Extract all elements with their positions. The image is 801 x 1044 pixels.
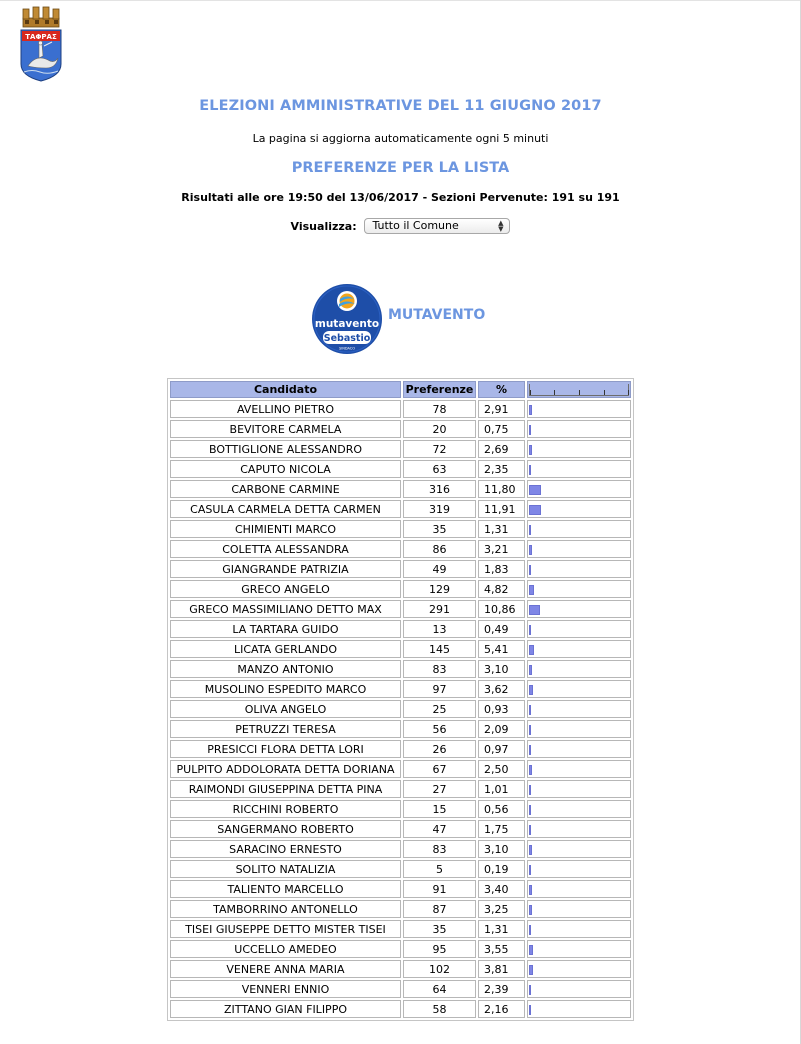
candidate-percent: 5,41: [478, 640, 525, 658]
candidate-percent: 1,01: [478, 780, 525, 798]
percent-bar: [529, 945, 533, 955]
candidate-votes: 35: [403, 520, 476, 538]
page-title: ELEZIONI AMMINISTRATIVE DEL 11 GIUGNO 2017: [199, 98, 602, 114]
candidate-percent: 3,40: [478, 880, 525, 898]
candidate-name: RICCHINI ROBERTO: [170, 800, 401, 818]
percent-bar: [529, 545, 532, 555]
table-row: [170, 720, 631, 738]
percent-bar: [529, 785, 531, 795]
candidate-bar-cell: [527, 1000, 631, 1018]
candidate-votes: 15: [403, 800, 476, 818]
table-row: [170, 460, 631, 478]
candidate-percent: 2,69: [478, 440, 525, 458]
candidate-percent: 2,91: [478, 400, 525, 418]
candidate-percent: 2,16: [478, 1000, 525, 1018]
list-logo: [311, 283, 383, 355]
preferences-table: [167, 378, 634, 1021]
list-logo-text-small: SINDACO: [338, 346, 356, 351]
table-row: [170, 440, 631, 458]
percent-bar: [529, 525, 531, 535]
candidate-bar-cell: [527, 880, 631, 898]
candidate-bar-cell: [527, 820, 631, 838]
candidate-bar-cell: [527, 600, 631, 618]
percent-bar: [529, 685, 533, 695]
candidate-votes: 129: [403, 580, 476, 598]
table-row: [170, 600, 631, 618]
results-status: Risultati alle ore 19:50 del 13/06/2017 - Sezioni Pervenute: 191 su 191: [181, 191, 620, 204]
candidate-bar-cell: [527, 980, 631, 998]
candidate-bar-cell: [527, 760, 631, 778]
candidate-votes: 72: [403, 440, 476, 458]
percent-bar: [529, 425, 531, 435]
candidate-percent: 0,49: [478, 620, 525, 638]
candidate-name: TALIENTO MARCELLO: [170, 880, 401, 898]
table-row: [170, 940, 631, 958]
percent-bar: [529, 625, 531, 635]
candidate-percent: 3,55: [478, 940, 525, 958]
table-row: [170, 780, 631, 798]
table-row: [170, 900, 631, 918]
candidate-name: SARACINO ERNESTO: [170, 840, 401, 858]
candidate-votes: 13: [403, 620, 476, 638]
percent-bar: [529, 885, 532, 895]
table-row: [170, 400, 631, 418]
candidate-bar-cell: [527, 420, 631, 438]
view-filter-row: [0, 218, 801, 234]
candidate-name: BOTTIGLIONE ALESSANDRO: [170, 440, 401, 458]
candidate-bar-cell: [527, 900, 631, 918]
percent-bar: [529, 445, 532, 455]
table-row: [170, 420, 631, 438]
percent-bar: [529, 845, 532, 855]
candidate-name: CARBONE CARMINE: [170, 480, 401, 498]
candidate-votes: 47: [403, 820, 476, 838]
candidate-votes: 25: [403, 700, 476, 718]
view-filter-selected: Tutto il Comune: [372, 219, 459, 232]
candidate-votes: 91: [403, 880, 476, 898]
list-name: MUTAVENTO: [388, 307, 486, 323]
candidate-votes: 27: [403, 780, 476, 798]
candidate-percent: 1,31: [478, 520, 525, 538]
table-row: [170, 700, 631, 718]
percent-bar: [529, 725, 531, 735]
percent-bar: [529, 585, 534, 595]
candidate-bar-cell: [527, 480, 631, 498]
table-row: [170, 1000, 631, 1018]
candidate-bar-cell: [527, 460, 631, 478]
table-row: [170, 840, 631, 858]
candidate-percent: 3,10: [478, 840, 525, 858]
list-logo-text-bottom: Sebastio: [323, 333, 371, 344]
table-row: [170, 820, 631, 838]
candidate-bar-cell: [527, 700, 631, 718]
column-header-candidate: Candidato: [170, 381, 401, 398]
candidate-percent: 3,81: [478, 960, 525, 978]
percent-bar: [529, 505, 541, 515]
candidate-votes: 35: [403, 920, 476, 938]
candidate-bar-cell: [527, 940, 631, 958]
candidate-percent: 3,25: [478, 900, 525, 918]
table-row: [170, 880, 631, 898]
percent-bar: [529, 565, 531, 575]
candidate-votes: 49: [403, 560, 476, 578]
candidate-bar-cell: [527, 680, 631, 698]
candidate-bar-cell: [527, 840, 631, 858]
candidate-votes: 78: [403, 400, 476, 418]
candidate-name: PRESICCI FLORA DETTA LORI: [170, 740, 401, 758]
select-arrows-icon: ▲ ▼: [498, 219, 504, 233]
table-row: [170, 660, 631, 678]
candidate-votes: 291: [403, 600, 476, 618]
candidate-votes: 319: [403, 500, 476, 518]
candidate-name: PETRUZZI TERESA: [170, 720, 401, 738]
candidate-votes: 20: [403, 420, 476, 438]
candidate-name: AVELLINO PIETRO: [170, 400, 401, 418]
percent-bar: [529, 465, 531, 475]
percent-bar: [529, 905, 532, 915]
percent-bar: [529, 865, 531, 875]
candidate-percent: 10,86: [478, 600, 525, 618]
table-row: [170, 920, 631, 938]
candidate-votes: 64: [403, 980, 476, 998]
table-row: [170, 580, 631, 598]
table-row: [170, 860, 631, 878]
table-row: [170, 960, 631, 978]
list-logo-text-top: mutavento: [314, 318, 380, 330]
candidate-bar-cell: [527, 400, 631, 418]
candidate-votes: 5: [403, 860, 476, 878]
candidate-name: GIANGRANDE PATRIZIA: [170, 560, 401, 578]
candidate-bar-cell: [527, 500, 631, 518]
percent-bar: [529, 405, 532, 415]
percent-bar: [529, 925, 531, 935]
top-border: [0, 0, 801, 1]
percent-bar: [529, 805, 531, 815]
candidate-percent: 2,50: [478, 760, 525, 778]
table-row: [170, 680, 631, 698]
percent-bar: [529, 825, 531, 835]
candidate-bar-cell: [527, 960, 631, 978]
candidate-percent: 11,91: [478, 500, 525, 518]
svg-text:ΤΑΦΡΑΣ: ΤΑΦΡΑΣ: [25, 33, 57, 41]
candidate-name: TISEI GIUSEPPE DETTO MISTER TISEI: [170, 920, 401, 938]
percent-bar: [529, 605, 540, 615]
view-filter-select[interactable]: [364, 218, 510, 234]
candidate-percent: 11,80: [478, 480, 525, 498]
percent-bar: [529, 1005, 531, 1015]
candidate-name: MANZO ANTONIO: [170, 660, 401, 678]
candidate-name: RAIMONDI GIUSEPPINA DETTA PINA: [170, 780, 401, 798]
candidate-name: TAMBORRINO ANTONELLO: [170, 900, 401, 918]
candidate-votes: 83: [403, 840, 476, 858]
candidate-bar-cell: [527, 580, 631, 598]
table-row: [170, 640, 631, 658]
percent-bar: [529, 745, 531, 755]
candidate-bar-cell: [527, 560, 631, 578]
candidate-bar-cell: [527, 440, 631, 458]
refresh-note: La pagina si aggiorna automaticamente ogni 5 minuti: [252, 132, 549, 145]
table-row: [170, 560, 631, 578]
candidate-percent: 1,31: [478, 920, 525, 938]
candidate-votes: 97: [403, 680, 476, 698]
candidate-votes: 145: [403, 640, 476, 658]
candidate-bar-cell: [527, 780, 631, 798]
percent-bar: [529, 765, 532, 775]
candidate-votes: 102: [403, 960, 476, 978]
candidate-votes: 87: [403, 900, 476, 918]
candidate-name: GRECO ANGELO: [170, 580, 401, 598]
candidate-votes: 86: [403, 540, 476, 558]
candidate-percent: 0,97: [478, 740, 525, 758]
candidate-name: LA TARTARA GUIDO: [170, 620, 401, 638]
table-row: [170, 620, 631, 638]
candidate-bar-cell: [527, 800, 631, 818]
candidate-bar-cell: [527, 740, 631, 758]
table-row: [170, 540, 631, 558]
candidate-name: LICATA GERLANDO: [170, 640, 401, 658]
candidate-name: VENNERI ENNIO: [170, 980, 401, 998]
candidate-name: CHIMIENTI MARCO: [170, 520, 401, 538]
scale-ruler: [529, 384, 629, 396]
candidate-percent: 0,19: [478, 860, 525, 878]
percent-bar: [529, 965, 533, 975]
table-header-row: [170, 381, 631, 398]
table-row: [170, 980, 631, 998]
column-header-preferences: Preferenze: [403, 381, 476, 398]
view-filter-label: Visualizza:: [290, 219, 357, 233]
table-row: [170, 740, 631, 758]
candidate-name: UCCELLO AMEDEO: [170, 940, 401, 958]
candidate-votes: 83: [403, 660, 476, 678]
candidate-votes: 58: [403, 1000, 476, 1018]
candidate-name: COLETTA ALESSANDRA: [170, 540, 401, 558]
candidate-votes: 56: [403, 720, 476, 738]
percent-bar: [529, 485, 541, 495]
candidate-name: VENERE ANNA MARIA: [170, 960, 401, 978]
candidate-name: SANGERMANO ROBERTO: [170, 820, 401, 838]
column-header-scale: [527, 381, 631, 398]
candidate-votes: 26: [403, 740, 476, 758]
candidate-percent: 1,75: [478, 820, 525, 838]
candidate-percent: 0,56: [478, 800, 525, 818]
table-row: [170, 760, 631, 778]
candidate-bar-cell: [527, 660, 631, 678]
candidate-percent: 3,10: [478, 660, 525, 678]
candidate-bar-cell: [527, 640, 631, 658]
candidate-name: PULPITO ADDOLORATA DETTA DORIANA: [170, 760, 401, 778]
candidate-name: CASULA CARMELA DETTA CARMEN: [170, 500, 401, 518]
candidate-name: GRECO MASSIMILIANO DETTO MAX: [170, 600, 401, 618]
candidate-percent: 3,62: [478, 680, 525, 698]
candidate-votes: 316: [403, 480, 476, 498]
candidate-percent: 0,93: [478, 700, 525, 718]
candidate-votes: 63: [403, 460, 476, 478]
candidate-bar-cell: [527, 620, 631, 638]
candidate-percent: 1,83: [478, 560, 525, 578]
section-title: PREFERENZE PER LA LISTA: [291, 160, 510, 176]
candidate-name: ZITTANO GIAN FILIPPO: [170, 1000, 401, 1018]
candidate-name: SOLITO NATALIZIA: [170, 860, 401, 878]
candidate-percent: 0,75: [478, 420, 525, 438]
candidate-name: OLIVA ANGELO: [170, 700, 401, 718]
percent-bar: [529, 705, 531, 715]
candidate-bar-cell: [527, 860, 631, 878]
candidate-percent: 3,21: [478, 540, 525, 558]
candidate-bar-cell: [527, 520, 631, 538]
candidate-name: CAPUTO NICOLA: [170, 460, 401, 478]
candidate-name: BEVITORE CARMELA: [170, 420, 401, 438]
column-header-percent: %: [478, 381, 525, 398]
percent-bar: [529, 665, 532, 675]
table-row: [170, 800, 631, 818]
table-row: [170, 480, 631, 498]
percent-bar: [529, 645, 534, 655]
candidate-percent: 2,35: [478, 460, 525, 478]
table-row: [170, 500, 631, 518]
candidate-votes: 67: [403, 760, 476, 778]
candidate-bar-cell: [527, 540, 631, 558]
candidate-percent: 2,09: [478, 720, 525, 738]
table-row: [170, 520, 631, 538]
candidate-bar-cell: [527, 920, 631, 938]
candidate-name: MUSOLINO ESPEDITO MARCO: [170, 680, 401, 698]
candidate-percent: 4,82: [478, 580, 525, 598]
candidate-votes: 95: [403, 940, 476, 958]
candidate-percent: 2,39: [478, 980, 525, 998]
candidate-bar-cell: [527, 720, 631, 738]
percent-bar: [529, 985, 531, 995]
city-crest-logo: [18, 4, 64, 82]
